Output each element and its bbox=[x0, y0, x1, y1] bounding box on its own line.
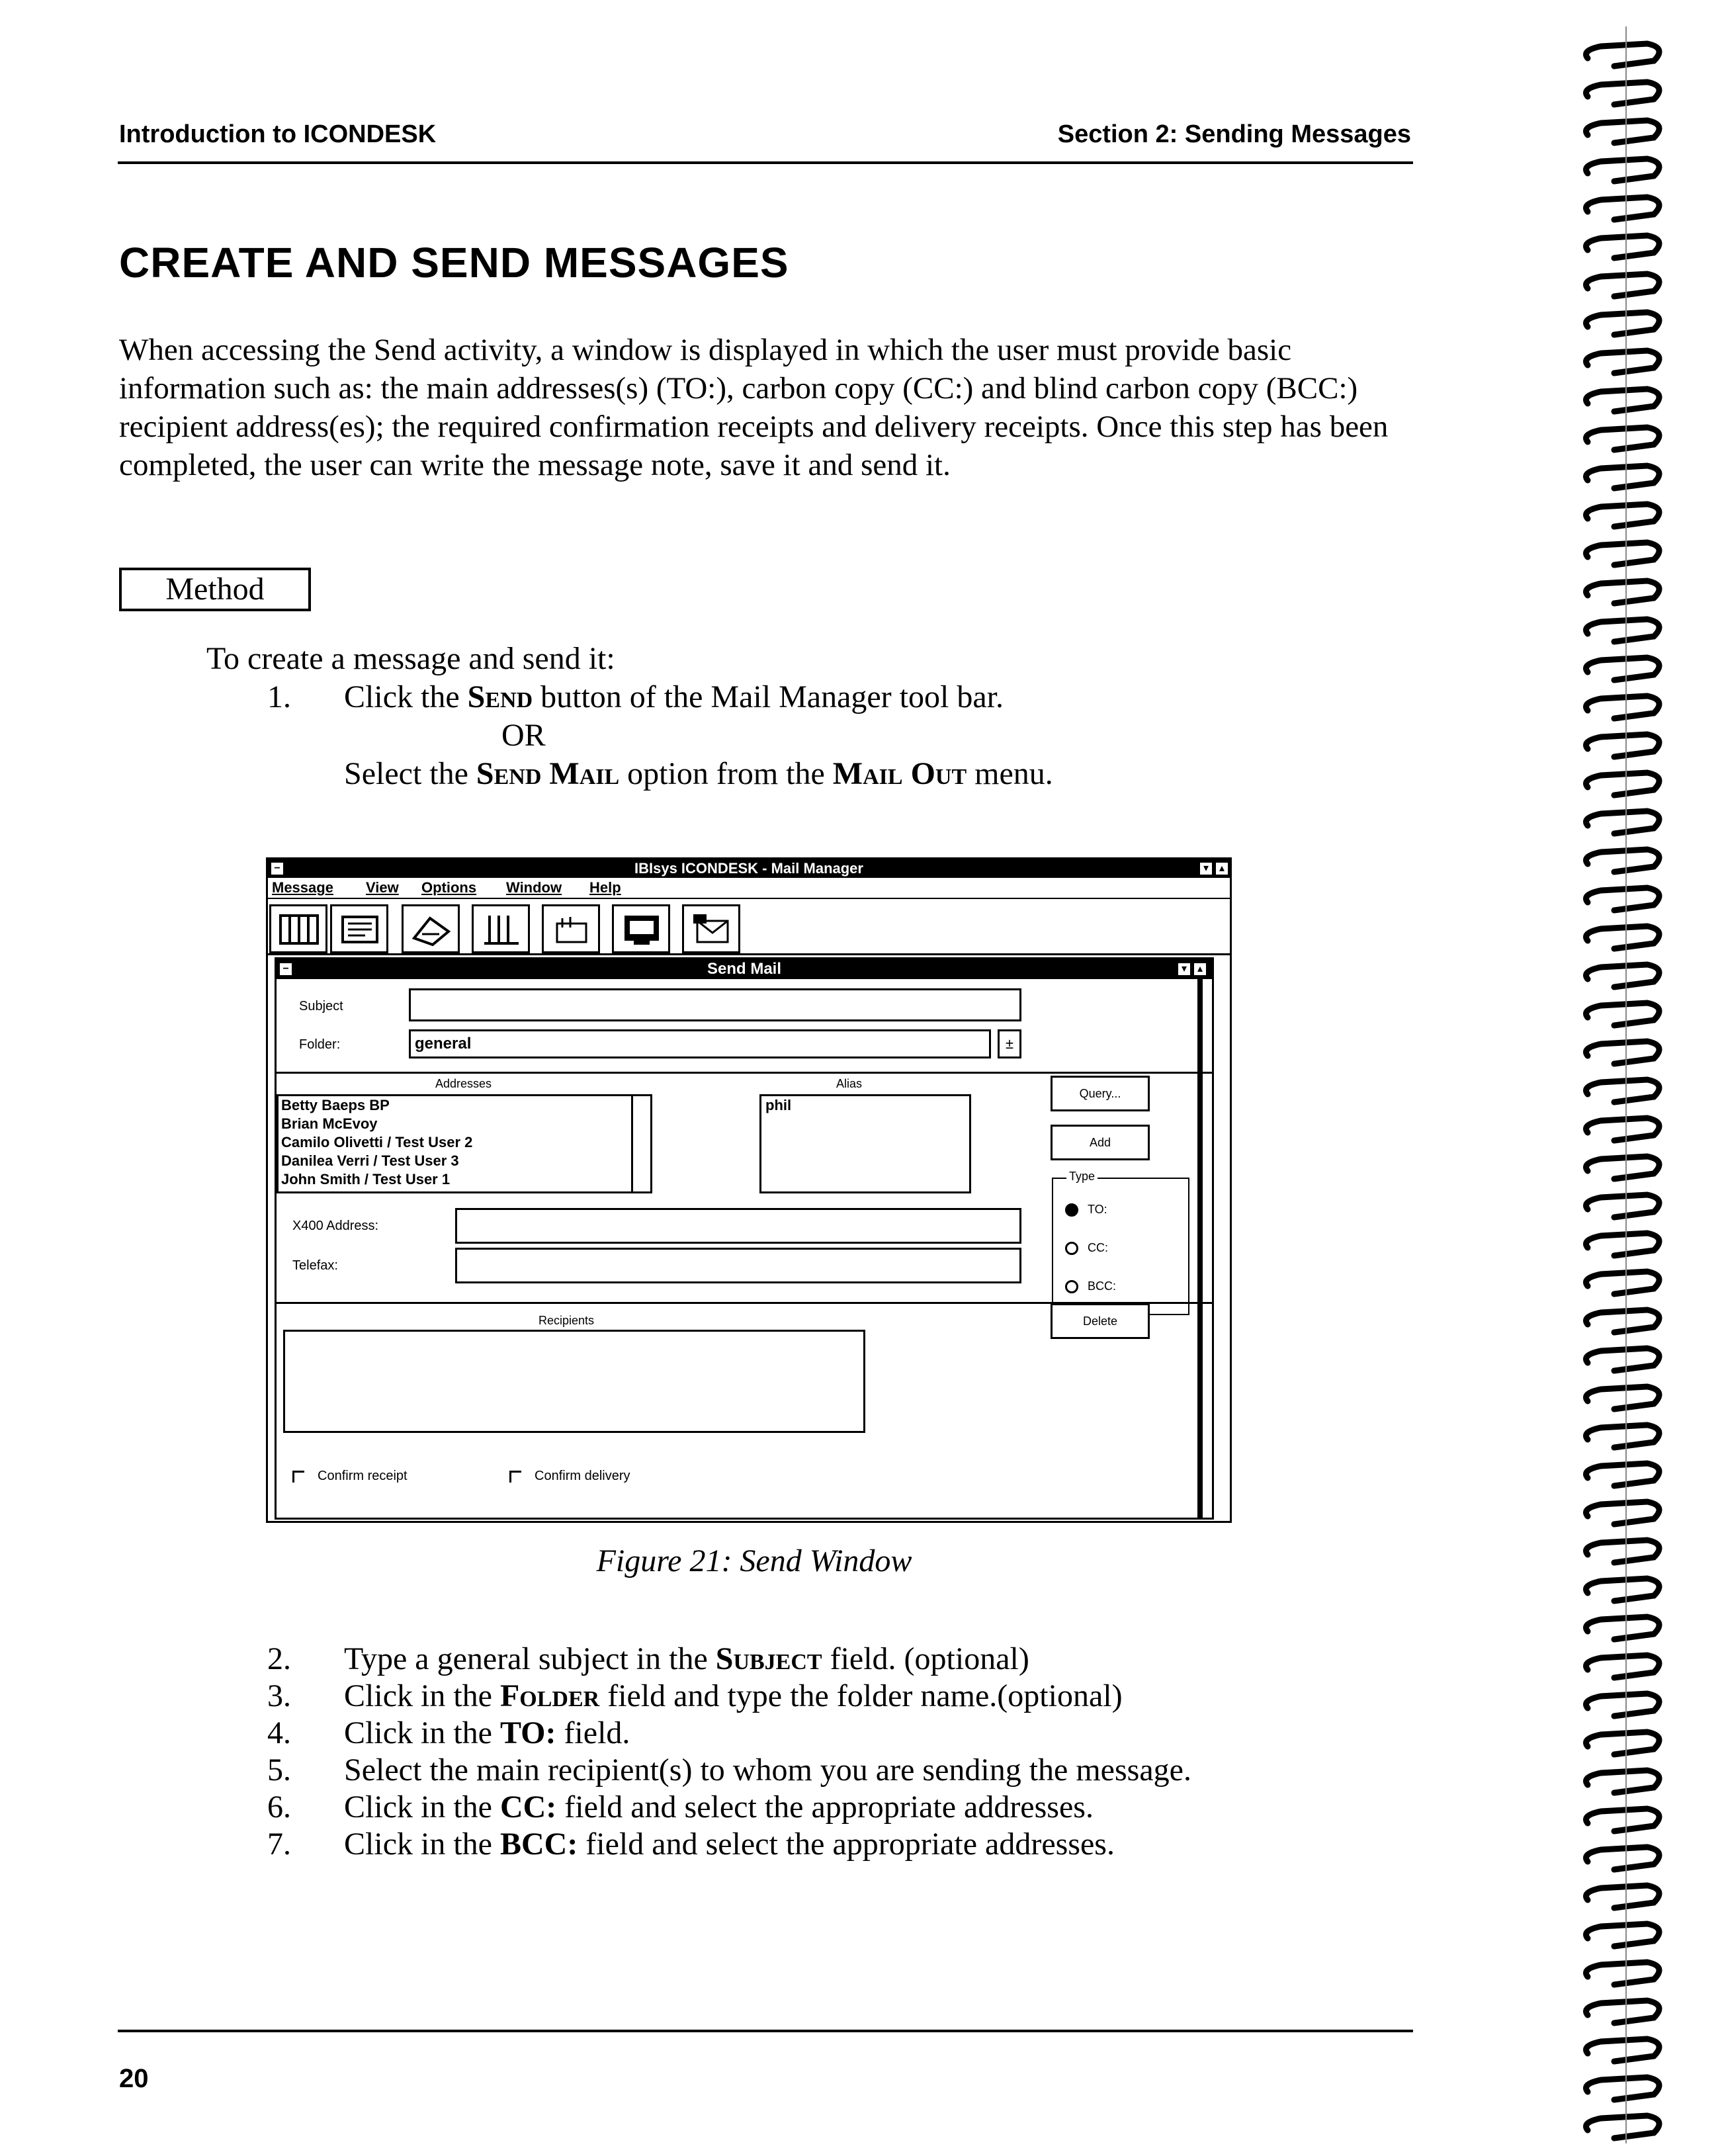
spiral-coil bbox=[1586, 1233, 1660, 1256]
type-label: Type bbox=[1066, 1170, 1098, 1184]
spiral-coil bbox=[1586, 2001, 1660, 2023]
step-text: Click in the bbox=[344, 1715, 500, 1750]
spiral-coil bbox=[1586, 1962, 1660, 1985]
address-item[interactable]: John Smith / Test User 1 bbox=[281, 1171, 451, 1187]
files-icon[interactable] bbox=[472, 904, 530, 953]
send-mail-window bbox=[275, 957, 1214, 1520]
add-button[interactable]: Add bbox=[1051, 1125, 1150, 1160]
step-item bbox=[344, 1641, 1029, 1677]
confirm-delivery-checkbox[interactable] bbox=[509, 1469, 630, 1484]
spiral-coil bbox=[1586, 696, 1660, 718]
intro-paragraph: When accessing the Send activity, a window is displayed in which the user must provide basic information such as: the main addresses(s) (TO:), carbon copy (CC:) and blind carbon copy (BCC:) recipient address(es); the required confirmation receipts and delivery receipts. Once this step has been completed, the user can write the message note, save it and send it. bbox=[119, 333, 1389, 482]
step-text: button of the Mail Manager tool bar. bbox=[533, 679, 1004, 714]
spiral-coil bbox=[1586, 1770, 1660, 1793]
monitor-icon[interactable] bbox=[612, 904, 670, 953]
step-text: Select the main recipient(s) to whom you are sending the message. bbox=[344, 1752, 1191, 1788]
minimize-icon[interactable]: ▾ bbox=[1199, 862, 1213, 875]
menu-bar bbox=[268, 878, 1230, 899]
minimize-icon[interactable]: ▾ bbox=[1178, 963, 1191, 976]
divider bbox=[277, 1072, 1212, 1074]
spiral-coil bbox=[1586, 389, 1660, 411]
step-text: field and select the appropriate addresses. bbox=[556, 1789, 1094, 1825]
step-keyword: BCC: bbox=[499, 1827, 578, 1862]
step-number: 3. bbox=[267, 1678, 291, 1713]
mail-manager-titlebar bbox=[268, 859, 1230, 878]
send-mail-titlebar bbox=[277, 959, 1212, 979]
spiral-coil bbox=[1586, 1310, 1660, 1332]
spiral-coil bbox=[1586, 2077, 1660, 2100]
step-number: 5. bbox=[267, 1752, 291, 1788]
spiral-coil bbox=[1586, 1502, 1660, 1524]
step-number: 6. bbox=[267, 1789, 291, 1825]
menu-message[interactable]: Message bbox=[272, 879, 333, 896]
spiral-coil bbox=[1586, 773, 1660, 795]
telefax-field[interactable] bbox=[455, 1248, 1021, 1283]
alias-list[interactable] bbox=[759, 1094, 971, 1193]
spiral-coil bbox=[1586, 236, 1660, 258]
recipients-header: Recipients bbox=[538, 1314, 595, 1327]
radio-label: BCC: bbox=[1088, 1279, 1117, 1293]
send-envelope-icon[interactable] bbox=[682, 904, 740, 953]
spiral-coil bbox=[1586, 2116, 1660, 2138]
menu-view[interactable]: View bbox=[366, 879, 399, 896]
step-text: Select the bbox=[344, 756, 476, 791]
step-text: Type a general subject in the bbox=[344, 1641, 716, 1676]
step-keyword: Send Mail bbox=[476, 756, 620, 791]
spiral-coil bbox=[1586, 274, 1660, 296]
step-item bbox=[344, 1789, 1094, 1825]
step-text: Click in the bbox=[344, 1827, 500, 1862]
spiral-coil bbox=[1586, 1118, 1660, 1141]
step-text: field. (optional) bbox=[822, 1641, 1029, 1676]
addresses-list[interactable] bbox=[277, 1094, 652, 1193]
spiral-coil bbox=[1586, 1080, 1660, 1102]
spiral-coil bbox=[1586, 888, 1660, 910]
spiral-binding-icon bbox=[1574, 26, 1707, 2143]
folder-dropdown-icon[interactable]: ± bbox=[998, 1029, 1021, 1058]
spiral-coil bbox=[1586, 1617, 1660, 1639]
spiral-coil bbox=[1586, 542, 1660, 565]
checkbox-icon[interactable] bbox=[509, 1471, 521, 1483]
checkbox-icon[interactable] bbox=[292, 1471, 304, 1483]
addresses-header: Addresses bbox=[435, 1077, 492, 1090]
telefax-label: Telefax: bbox=[292, 1258, 338, 1273]
spiral-coil bbox=[1586, 1885, 1660, 1908]
spiral-coil bbox=[1586, 619, 1660, 642]
spiral-coil bbox=[1586, 1732, 1660, 1754]
spiral-coil bbox=[1586, 658, 1660, 680]
checkbox-label: Confirm delivery bbox=[535, 1469, 630, 1483]
spiral-coil bbox=[1586, 2039, 1660, 2061]
spiral-coil bbox=[1586, 1924, 1660, 1946]
menu-help[interactable]: Help bbox=[589, 879, 621, 896]
step-keyword: CC: bbox=[499, 1789, 557, 1825]
radio-cc[interactable] bbox=[1065, 1241, 1108, 1255]
addresses-scrollbar[interactable] bbox=[631, 1096, 650, 1191]
page-title: CREATE AND SEND MESSAGES bbox=[119, 239, 789, 286]
step-keyword: Mail Out bbox=[832, 756, 967, 791]
running-header-right: Section 2: Sending Messages bbox=[1057, 120, 1411, 148]
menu-window[interactable]: Window bbox=[506, 879, 562, 896]
outbox-icon[interactable] bbox=[402, 904, 460, 953]
subject-label: Subject bbox=[299, 999, 343, 1013]
recipients-list[interactable] bbox=[283, 1330, 865, 1433]
spiral-coil bbox=[1586, 1387, 1660, 1409]
radio-icon[interactable] bbox=[1065, 1242, 1078, 1255]
compose-icon[interactable] bbox=[330, 904, 388, 953]
maximize-icon[interactable]: ▴ bbox=[1215, 862, 1228, 875]
address-item[interactable]: Brian McEvoy bbox=[281, 1115, 378, 1132]
radio-label: CC: bbox=[1088, 1241, 1108, 1254]
step-text: option from the bbox=[619, 756, 833, 791]
delete-button[interactable]: Delete bbox=[1051, 1303, 1150, 1339]
step-text: Click the bbox=[344, 679, 468, 714]
folder-label: Folder: bbox=[299, 1037, 341, 1052]
window-border bbox=[1197, 979, 1203, 1518]
step-text: field. bbox=[556, 1715, 630, 1750]
spiral-coil bbox=[1586, 1156, 1660, 1179]
spiral-coil bbox=[1586, 1272, 1660, 1294]
step-item bbox=[344, 1715, 630, 1751]
radio-label: TO: bbox=[1088, 1203, 1107, 1216]
spiral-coil bbox=[1586, 44, 1660, 66]
directory-icon[interactable] bbox=[269, 904, 327, 953]
step-item bbox=[344, 1752, 1191, 1788]
spiral-coil bbox=[1586, 120, 1660, 143]
step-keyword: TO: bbox=[499, 1715, 556, 1750]
x400-field[interactable] bbox=[455, 1208, 1021, 1244]
spiral-coil bbox=[1586, 1041, 1660, 1064]
checkbox-label: Confirm receipt bbox=[318, 1469, 408, 1483]
spiral-coil bbox=[1586, 197, 1660, 220]
radio-selected-icon[interactable] bbox=[1065, 1203, 1078, 1217]
type-group bbox=[1052, 1170, 1189, 1315]
spiral-coil bbox=[1586, 811, 1660, 834]
alias-item[interactable]: phil bbox=[765, 1097, 792, 1113]
maximize-icon[interactable]: ▴ bbox=[1193, 963, 1207, 976]
system-menu-icon[interactable]: − bbox=[279, 963, 292, 976]
figure-caption: Figure 21: Send Window bbox=[596, 1543, 912, 1578]
spiral-coil bbox=[1586, 1425, 1660, 1447]
mailbox-icon[interactable] bbox=[542, 904, 600, 953]
spiral-coil bbox=[1586, 1463, 1660, 1486]
step-item bbox=[344, 1678, 1123, 1714]
step-text: field and select the appropriate addresses. bbox=[578, 1827, 1115, 1862]
step-text: field and type the folder name.(optional) bbox=[599, 1678, 1123, 1713]
x400-label: X400 Address: bbox=[292, 1219, 379, 1233]
running-header-left: Introduction to ICONDESK bbox=[119, 120, 437, 148]
confirm-receipt-checkbox[interactable] bbox=[292, 1469, 408, 1484]
spiral-coil bbox=[1586, 312, 1660, 335]
system-menu-icon[interactable]: − bbox=[271, 862, 284, 875]
step-1-alt-text bbox=[344, 755, 1053, 792]
step-number: 7. bbox=[267, 1827, 291, 1862]
step-keyword: Folder bbox=[499, 1678, 600, 1713]
folder-field[interactable]: general bbox=[409, 1029, 991, 1058]
step-text: menu. bbox=[967, 756, 1053, 791]
spiral-coil bbox=[1586, 351, 1660, 373]
address-item[interactable]: Danilea Verri / Test User 3 bbox=[281, 1152, 459, 1169]
method-label: Method bbox=[119, 568, 311, 611]
address-item[interactable]: Betty Baeps BP bbox=[281, 1097, 390, 1113]
step-keyword: Subject bbox=[715, 1641, 822, 1676]
spiral-coil bbox=[1586, 849, 1660, 872]
window-title: IBIsys ICONDESK - Mail Manager bbox=[634, 860, 863, 877]
subject-field[interactable] bbox=[409, 988, 1021, 1021]
spiral-coil bbox=[1586, 82, 1660, 105]
send-mail-title: Send Mail bbox=[707, 960, 782, 978]
spiral-coil bbox=[1586, 1578, 1660, 1601]
radio-to[interactable] bbox=[1065, 1203, 1107, 1217]
radio-icon[interactable] bbox=[1065, 1280, 1078, 1293]
spiral-coil bbox=[1586, 466, 1660, 488]
alias-header: Alias bbox=[836, 1077, 863, 1090]
spiral-coil bbox=[1586, 427, 1660, 450]
spiral-coil bbox=[1586, 1809, 1660, 1831]
step-number: 1. bbox=[267, 679, 291, 714]
spiral-coil bbox=[1586, 1003, 1660, 1025]
header-rule bbox=[118, 161, 1413, 164]
step-keyword: Send bbox=[467, 679, 533, 714]
step-number: 2. bbox=[267, 1641, 291, 1676]
footer-rule bbox=[118, 2030, 1413, 2032]
query-button[interactable]: Query... bbox=[1051, 1076, 1150, 1111]
step-number: 4. bbox=[267, 1715, 291, 1750]
step-1-text bbox=[344, 679, 1004, 715]
spiral-coil bbox=[1586, 965, 1660, 987]
spiral-coil bbox=[1586, 159, 1660, 181]
spiral-coil bbox=[1586, 1540, 1660, 1563]
spiral-coil bbox=[1586, 581, 1660, 603]
spiral-coil bbox=[1586, 926, 1660, 949]
toolbar bbox=[268, 899, 1230, 955]
send-window-screenshot bbox=[266, 857, 1232, 1523]
page-number: 20 bbox=[119, 2064, 149, 2093]
menu-options[interactable]: Options bbox=[421, 879, 477, 896]
address-item[interactable]: Camilo Olivetti / Test User 2 bbox=[281, 1134, 473, 1150]
spiral-coil bbox=[1586, 1694, 1660, 1716]
step-text: Click in the bbox=[344, 1678, 500, 1713]
spiral-coil bbox=[1586, 1348, 1660, 1371]
spiral-coil bbox=[1586, 1655, 1660, 1678]
radio-bcc[interactable] bbox=[1065, 1279, 1116, 1293]
spiral-coil bbox=[1586, 504, 1660, 527]
step-text: Click in the bbox=[344, 1789, 500, 1825]
step-1-or: OR bbox=[501, 718, 546, 753]
spiral-coil bbox=[1586, 1195, 1660, 1217]
spiral-coil bbox=[1586, 734, 1660, 757]
spiral-coil bbox=[1586, 1847, 1660, 1870]
steps-lead: To create a message and send it: bbox=[206, 641, 615, 676]
step-item bbox=[344, 1826, 1115, 1862]
